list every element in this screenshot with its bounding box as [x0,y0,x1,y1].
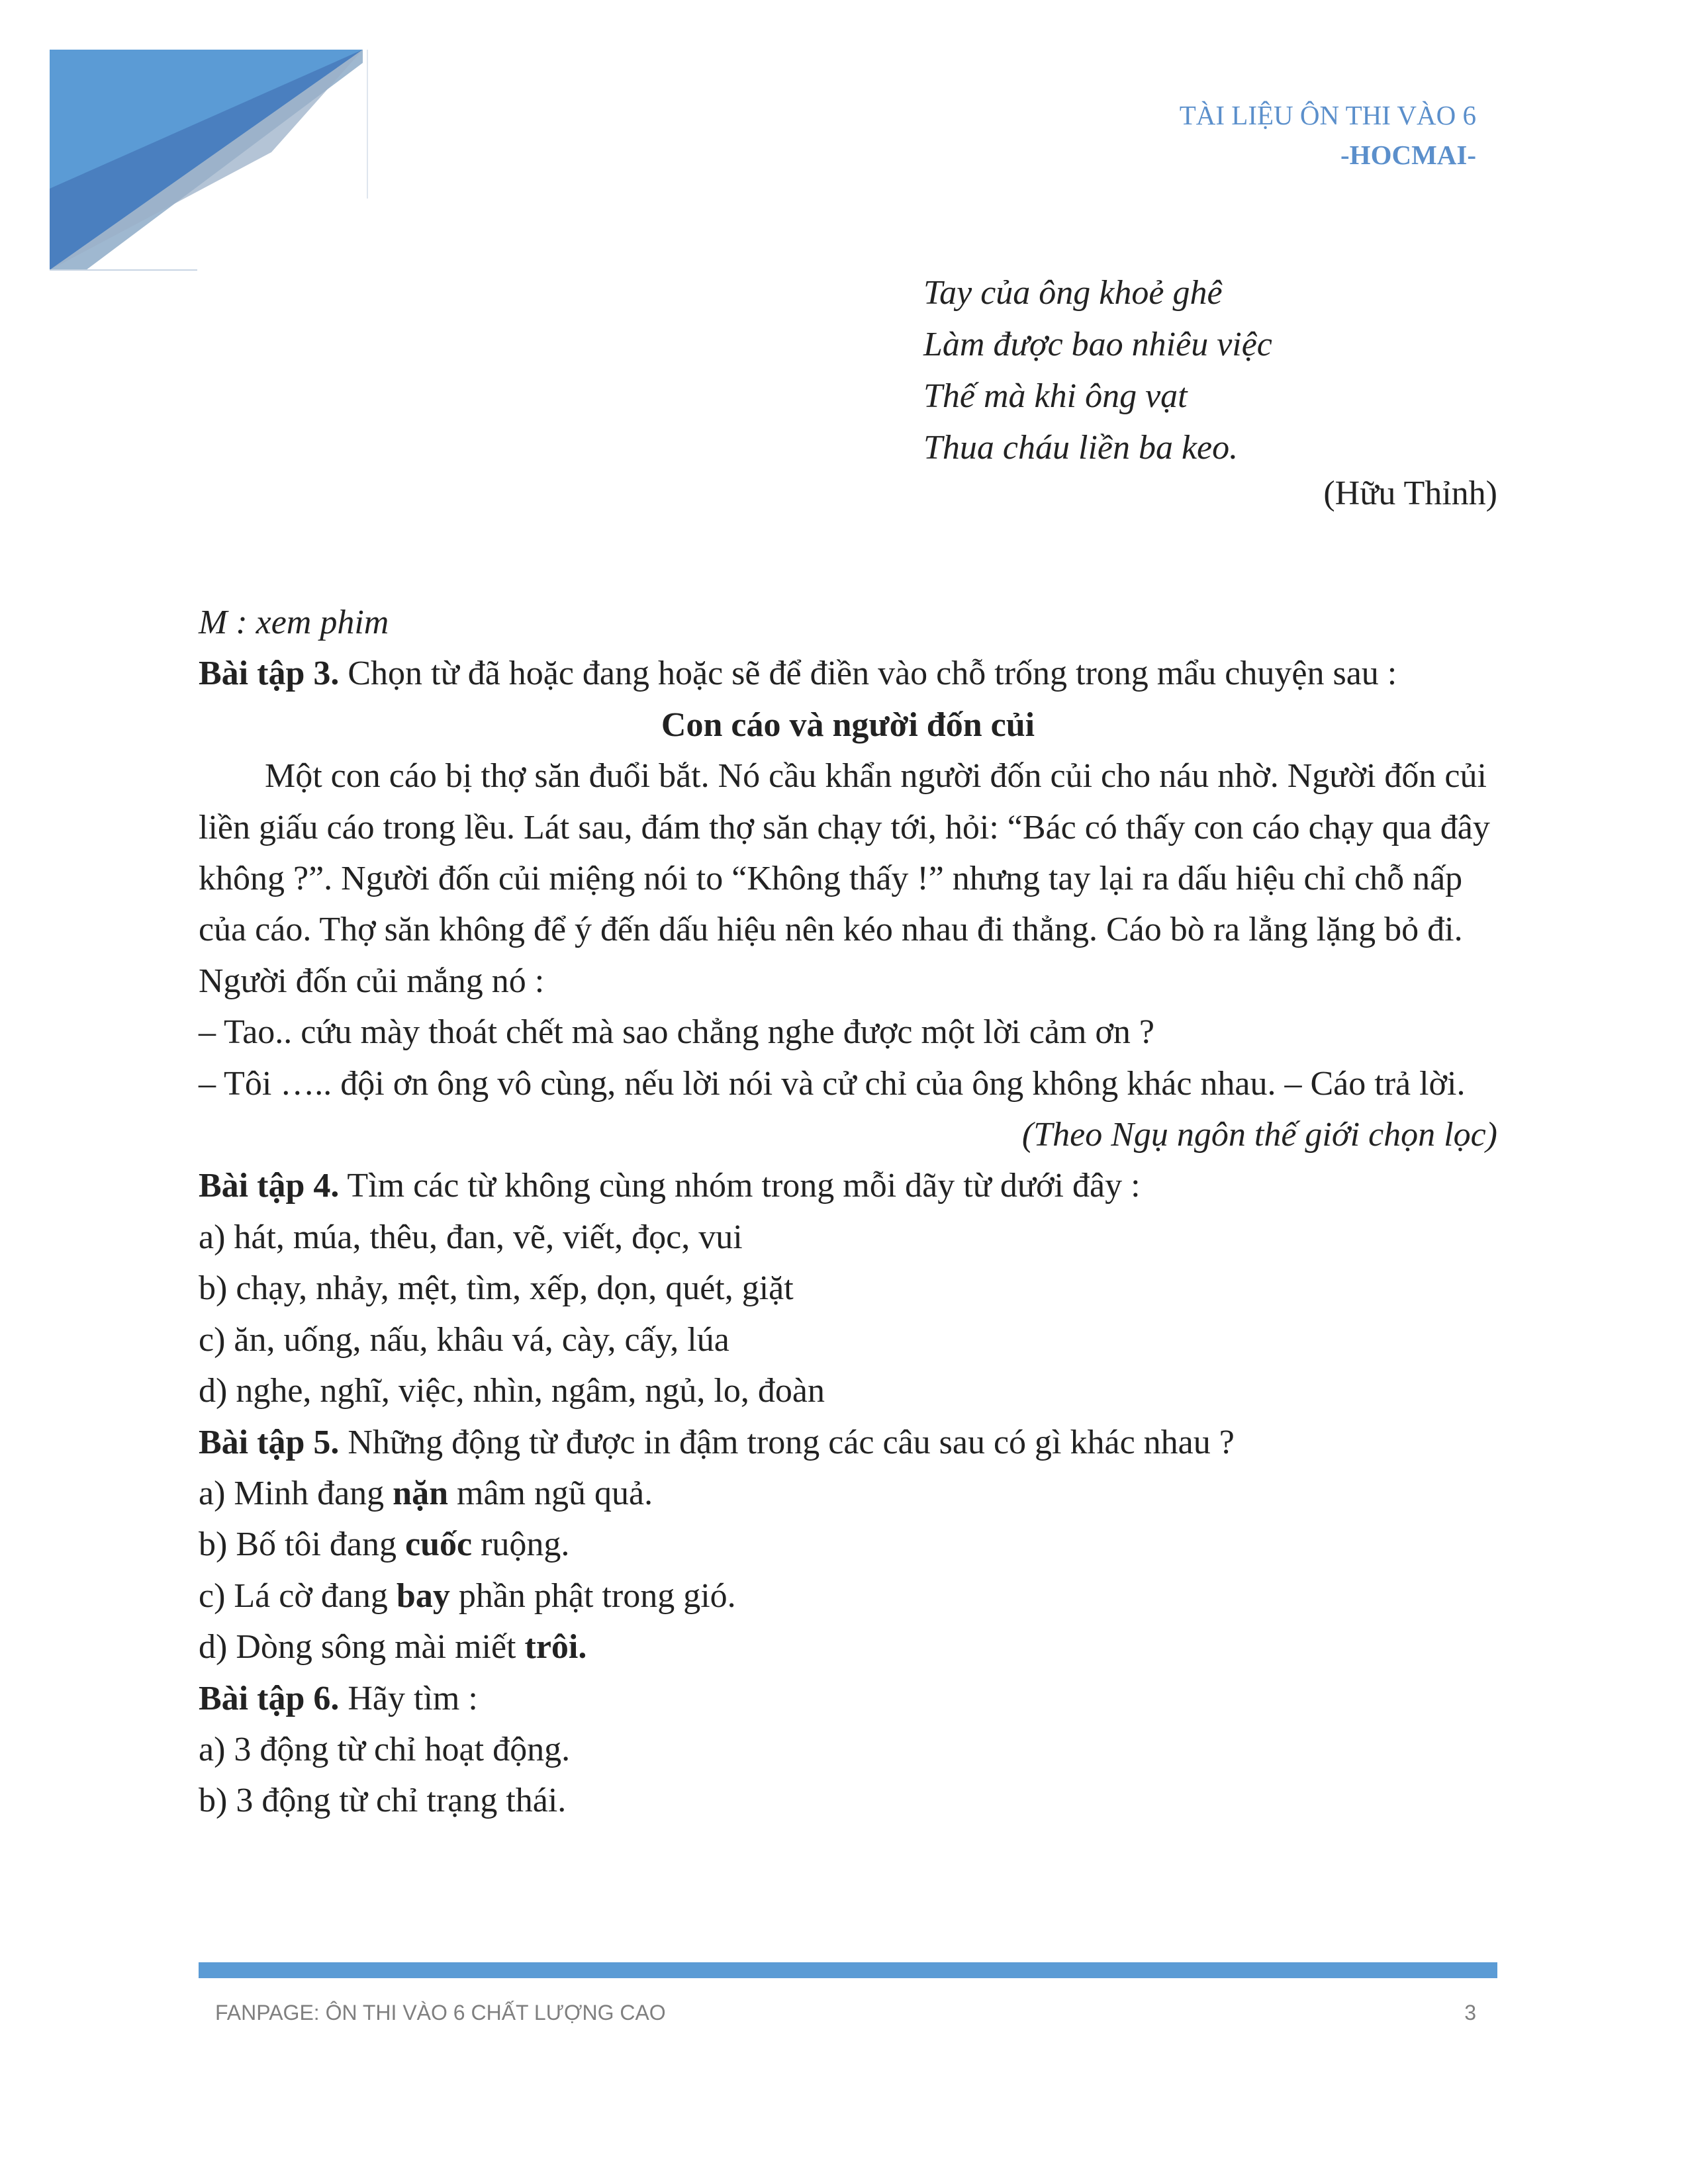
poem [923,267,1272,474]
poem-line: Thua cháu liền ba keo. [923,429,1239,467]
story-dialogue: – Tao.. cứu mày thoát chết mà sao chẳng nghe được một lời cảm ơn ? [199,1013,1154,1052]
exercise-label: Bài tập 4. [199,1167,340,1205]
example-line: M : xem phim [199,604,389,641]
item-text: phần phật trong gió. [449,1576,736,1615]
exercise-6 [199,1673,1497,1724]
exercise-3 [199,648,1497,699]
list-item: b) chạy, nhảy, mệt, tìm, xếp, dọn, quét, giặt [199,1269,794,1308]
exercise-label: Bài tập 5. [199,1423,340,1461]
bold-verb: trôi. [524,1628,587,1666]
list-item [199,1468,1497,1519]
item-text: d) Dòng sông mài miết [199,1628,525,1666]
exercise-5 [199,1417,1497,1468]
exercise-label: Bài tập 6. [199,1679,340,1717]
list-item: b) 3 động từ chỉ trạng thái. [199,1782,567,1820]
list-item: d) nghe, nghĩ, việc, nhìn, ngâm, ngủ, lo, đoàn [199,1372,825,1410]
bold-verb: nặn [393,1474,449,1512]
item-text: mâm ngũ quả. [448,1474,653,1512]
list-item [199,1570,1497,1621]
footer-fanpage: FANPAGE: ÔN THI VÀO 6 CHẤT LƯỢNG CAO [215,2001,666,2025]
exercise-text: Tìm các từ không cùng nhóm trong mỗi dãy từ dưới đây : [339,1167,1141,1205]
story-source: (Theo Ngụ ngôn thế giới chọn lọc) [1021,1116,1497,1154]
page-number: 3 [1464,2001,1476,2025]
list-item: a) hát, múa, thêu, đan, vẽ, viết, đọc, vui [199,1218,743,1256]
item-text: a) Minh đang [199,1474,393,1512]
item-text: ruộng. [472,1525,570,1564]
list-item [199,1621,1497,1672]
list-item [199,1519,1497,1570]
poem-line: Tay của ông khoẻ ghê [923,274,1223,312]
header-title: TÀI LIỆU ÔN THI VÀO 6 [1179,100,1476,130]
bold-verb: bay [396,1576,450,1615]
poem-line: Làm được bao nhiêu việc [923,326,1272,363]
exercise-label: Bài tập 3. [199,655,340,693]
item-text: c) Lá cờ đang [199,1576,397,1615]
footer-divider [199,1962,1497,1978]
story-title: Con cáo và người đốn củi [661,705,1035,744]
poem-line: Thế mà khi ông vạt [923,377,1188,415]
story-dialogue: – Tôi ….. đội ơn ông vô cùng, nếu lời nói và cử chỉ của ông không khác nhau. – Cáo trả lời. [199,1064,1466,1103]
item-text: b) Bố tôi đang [199,1525,405,1564]
bold-verb: cuốc [404,1525,473,1564]
list-item: c) ăn, uống, nấu, khâu vá, cày, cấy, lúa [199,1320,729,1359]
header-brand: -HOCMAI- [1340,140,1476,170]
list-item: a) 3 động từ chỉ hoạt động. [199,1730,571,1768]
corner-decoration [0,0,371,278]
exercise-text: Hãy tìm : [339,1679,478,1717]
main-content [199,597,1497,1827]
poem-author: (Hữu Thỉnh) [1323,475,1497,512]
exercise-text: Những động từ được in đậm trong các câu sau có gì khác nhau ? [339,1423,1235,1461]
exercise-4 [199,1160,1497,1211]
story-paragraph: Một con cáo bị thợ săn đuổi bắt. Nó cầu khẩn người đốn củi cho náu nhờ. Người đốn củi liền giấu cáo trong lều. Lát sau, đám thợ săn chạy tới, hỏi: “Bác có thấy con cáo chạy qua đây không ?”. Người đốn củi miệng nói to “Không thấy !” nhưng tay lại ra dấu hiệu chỉ chỗ nấp của cáo. Thợ săn không để ý đến dấu hiệu nên kéo nhau đi thẳng. Cáo bò ra lẳng lặng bỏ đi. Người đốn củi mắng nó : [199,757,1490,1000]
exercise-text: Chọn từ đã hoặc đang hoặc sẽ để điền vào chỗ trống trong mẩu chuyện sau : [339,655,1397,693]
